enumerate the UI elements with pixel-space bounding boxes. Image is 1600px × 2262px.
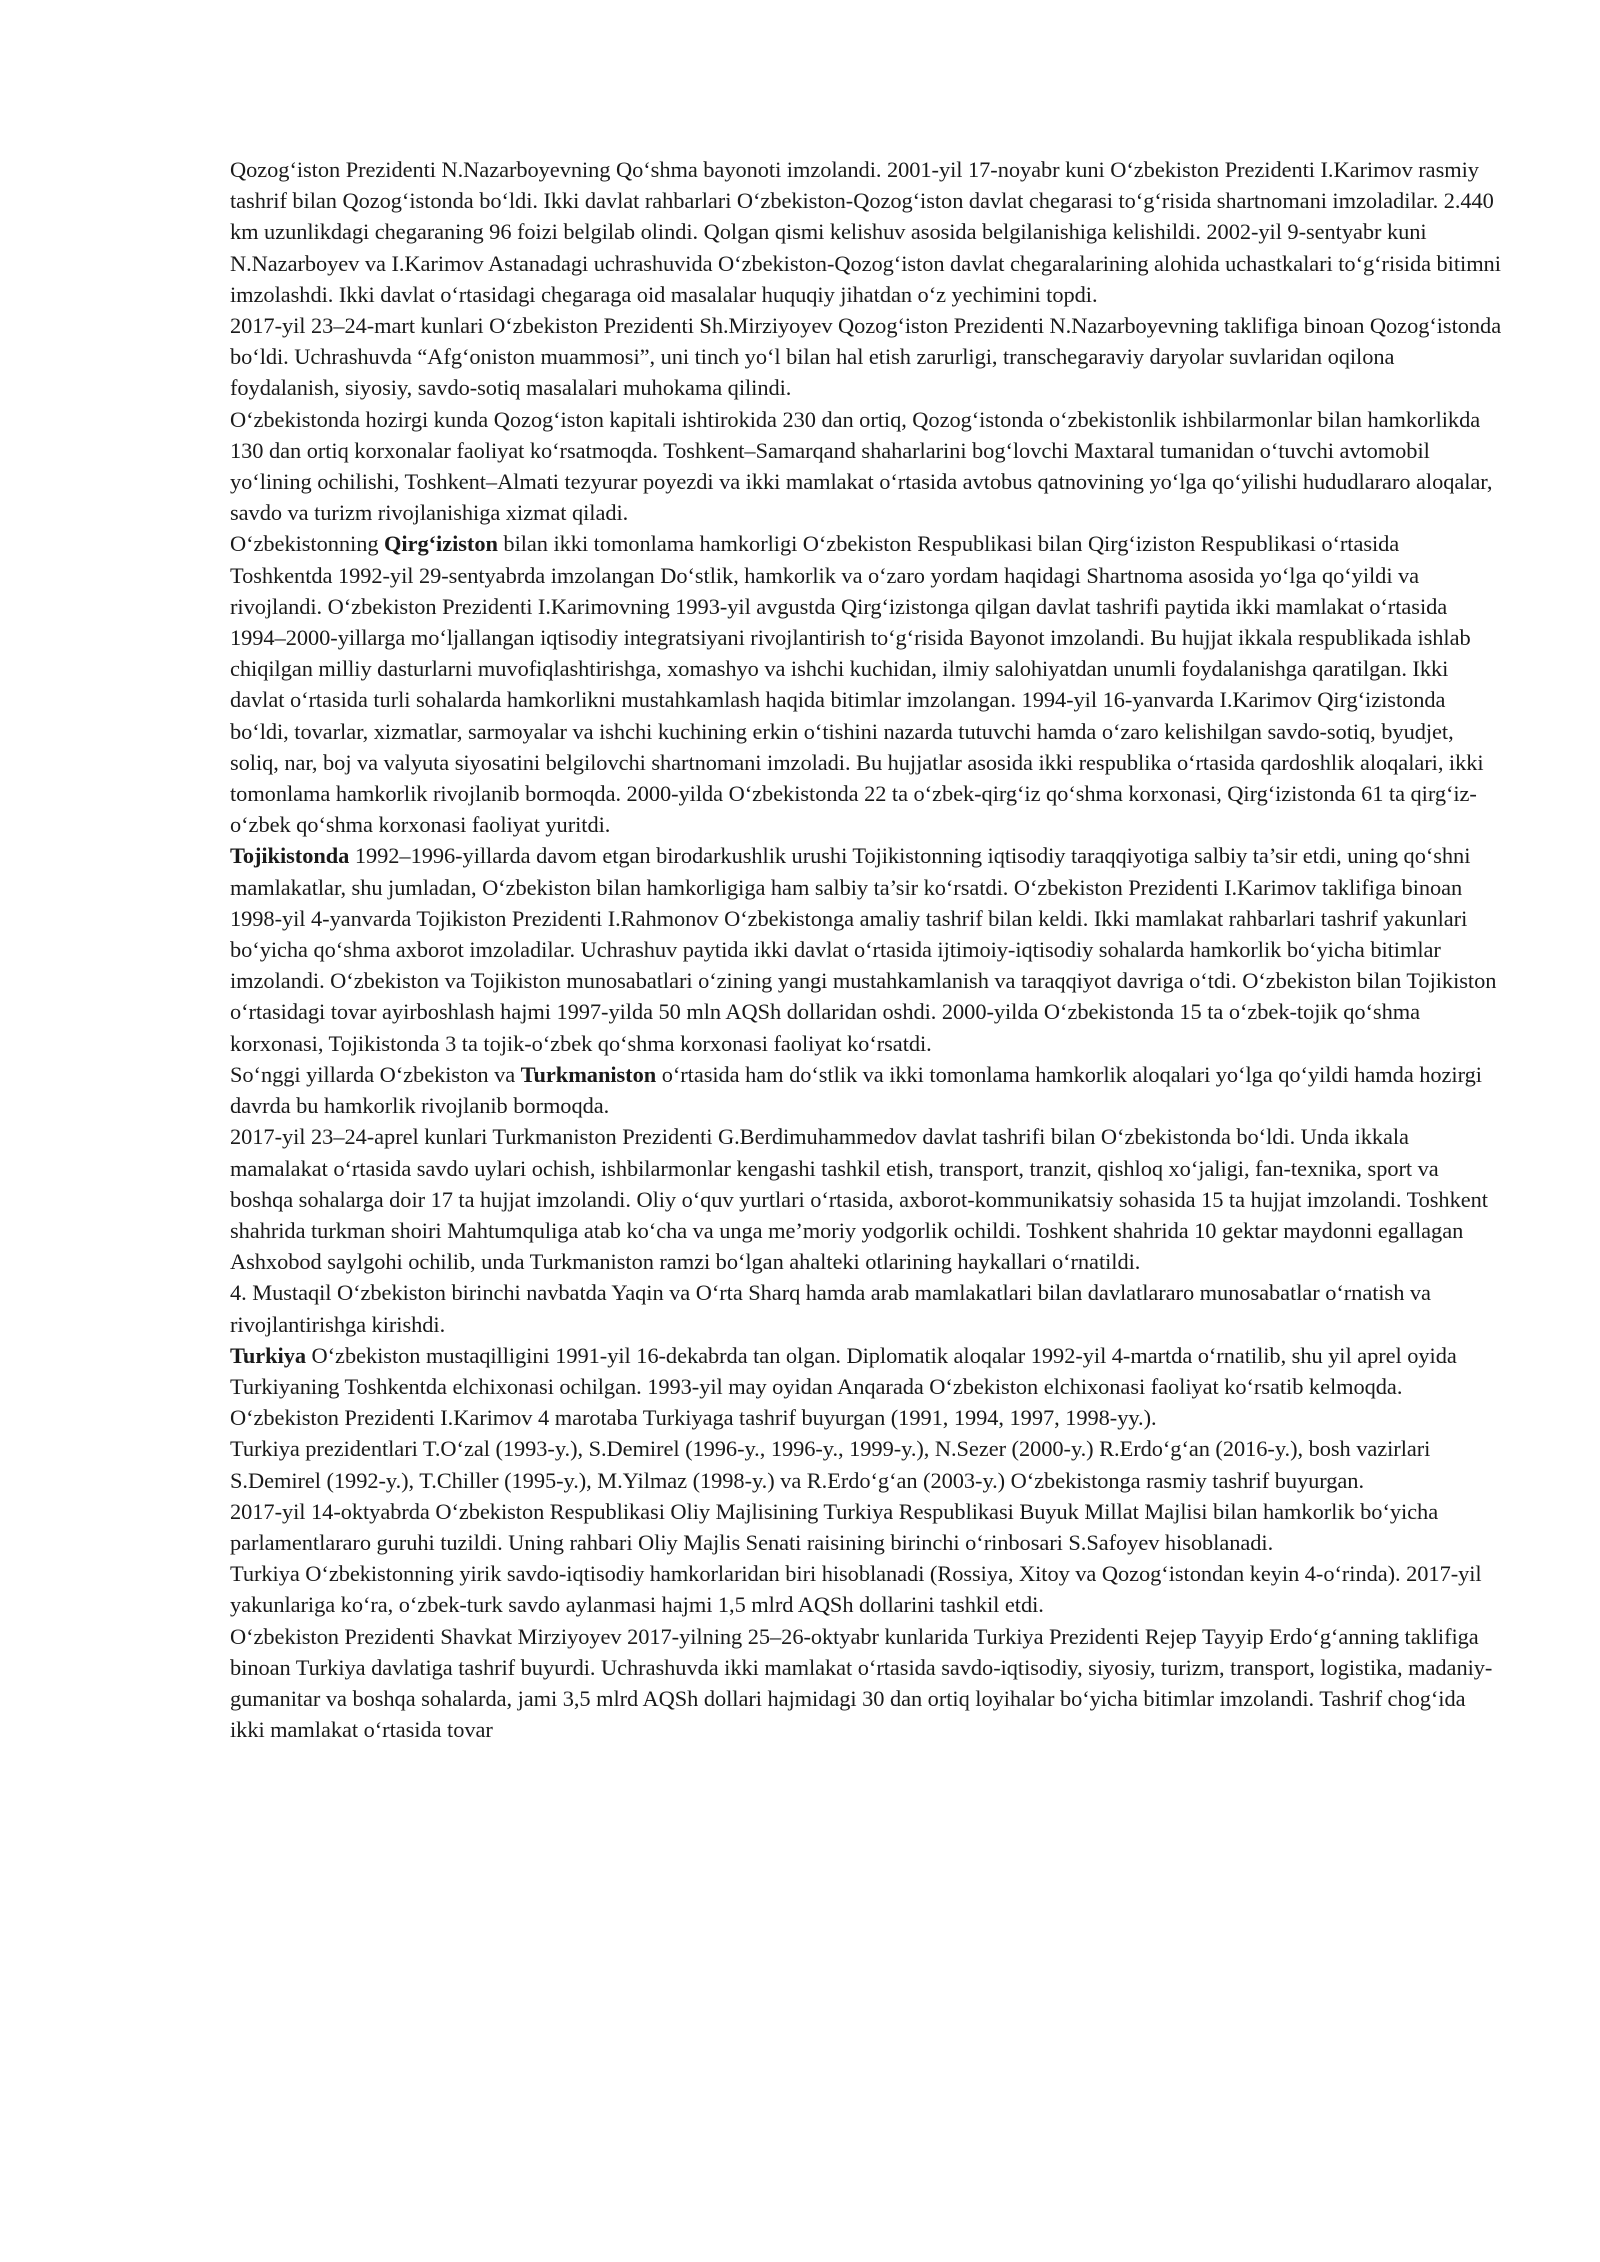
paragraph [230,1059,1505,1121]
text-segment: 2017-yil 23–24-mart kunlari O‘zbekiston Prezidenti Sh.Mirziyoyev Qozog‘iston Prezidenti N.Nazarboyevning taklifiga binoan Qozog‘istonda bo‘ldi. Uchrashuvda “Afg‘oniston muammosi”, uni tinch yo‘l bilan hal etish zarurligi, transchegaraviy daryolar suvlaridan oqilona foydalanish, siyosiy, savdo-sotiq masalalari muhokama qilindi. [230,313,1502,401]
bold-country-name: Tojikistonda [230,843,350,869]
text-segment: O‘zbekistonning [230,531,385,557]
paragraph [230,1277,1505,1339]
text-segment: o‘rtasida ham do‘stlik va ikki tomonlama hamkorlik aloqalari yo‘lga qo‘yildi hamda hozirgi davrda bu hamkorlik rivojlanib bormoqda. [230,1061,1482,1119]
text-segment: 4. Mustaqil O‘zbekiston birinchi navbatda Yaqin va O‘rta Sharq hamda arab mamlakatlari bilan davlatlararo munosabatlar o‘rnatish va rivojlantirishga kirishdi. [230,1280,1431,1337]
paragraph [230,528,1505,840]
text-segment: 1992–1996-yillarda davom etgan birodarkushlik urushi Tojikistonning iqtisodiy taraqqiyotiga salbiy ta’sir etdi, uning qo‘shni mamlakatlar, shu jumladan, O‘zbekiston bilan hamkorligiga ham salbiy ta’sir ko‘rsatdi. O‘zbekiston Prezidenti I.Karimov taklifiga binoan 1998-yil 4-yanvarda Tojikiston Prezidenti I.Rahmonov O‘zbekistonga amaliy tashrif bilan keldi. Ikki mamlakat rahbarlari tashrif yakunlari bo‘yicha qo‘shma axborot imzoladilar. Uchrashuv paytida ikki davlat o‘rtasida ijtimoiy-iqtisodiy sohalarda hamkorlik bo‘yicha bitimlar imzolandi. O‘zbekiston va Tojikiston munosabatlari o‘zining yangi mustahkamlanish va taraqqiyot davriga o‘tdi. O‘zbekiston bilan Tojikiston o‘rtasidagi tovar ayirboshlash hajmi 1997-yilda 50 mln AQSh dollaridan oshdi. 2000-yilda O‘zbekistonda 15 ta o‘zbek-tojik qo‘shma korxonasi, Tojikistonda 3 ta tojik-o‘zbek qo‘shma korxonasi faoliyat ko‘rsatdi. [230,843,1497,1056]
bold-country-name: Turkmaniston [520,1061,657,1087]
text-segment: O‘zbekiston mustaqilligini 1991-yil 16-dekabrda tan olgan. Diplomatik aloqalar 1992-yil 4-martda o‘rnatilib, shu yil aprel oyida Turkiyaning Toshkentda elchixonasi ochilgan. 1993-yil may oyidan Anqarada O‘zbekiston elchixonasi faoliyat ko‘rsatib kelmoqda. O‘zbekiston Prezidenti I.Karimov 4 marotaba Turkiyaga tashrif buyurgan (1991, 1994, 1997, 1998-yy.). [230,1342,1457,1431]
text-segment: Qozog‘iston Prezidenti N.Nazarboyevning Qo‘shma bayonoti imzolandi. 2001-yil 17-noyabr kuni O‘zbekiston Prezidenti I.Karimov rasmiy tashrif bilan Qozog‘istonda bo‘ldi. Ikki davlat rahbarlari O‘zbekiston-Qozog‘iston davlat chegarasi to‘g‘risida shartnomani imzoladilar. 2.440 km uzunlikdagi chegaraning 96 foizi belgilab olindi. Qolgan qismi kelishuv asosida belgilanishiga kelishildi. 2002-yil 9-sentyabr kuni N.Nazarboyev va I.Karimov Astanadagi uchrashuvida O‘zbekiston-Qozog‘iston davlat chegaralarining alohida uchastkalari to‘g‘risida bitimni imzolashdi. Ikki davlat o‘rtasidagi chegaraga oid masalalar huquqiy jihatdan o‘z yechimini topdi. [230,157,1501,307]
paragraph [230,1496,1505,1558]
text-segment: O‘zbekistonda hozirgi kunda Qozog‘iston kapitali ishtirokida 230 dan ortiq, Qozog‘istonda o‘zbekistonlik ishbilarmonlar bilan hamkorlikda 130 dan ortiq korxonalar faoliyat ko‘rsatmoqda. Toshkent–Samarqand shaharlarini bog‘lovchi Maxtaral tumanidan o‘tuvchi avtomobil yo‘lining ochilishi, Toshkent–Almati tezyurar poyezdi va ikki mamlakat o‘rtasida avtobus qatnovining yo‘lga qo‘yilishi hududlararo aloqalar, savdo va turizm rivojlanishiga xizmat qiladi. [230,406,1493,526]
paragraph [230,1621,1505,1746]
text-segment: Turkiya prezidentlari T.O‘zal (1993-y.), S.Demirel (1996-y., 1996-y., 1999-y.), N.Sezer (2000-y.) R.Erdo‘g‘an (2016-y.), bosh vazirlari S.Demirel (1992-y.), T.Chiller (1995-y.), M.Yilmaz (1998-y.) va R.Erdo‘g‘an (2003-y.) O‘zbekistonga rasmiy tashrif buyurgan. [230,1436,1431,1493]
paragraph [230,840,1505,1058]
text-segment: 2017-yil 23–24-aprel kunlari Turkmaniston Prezidenti G.Berdimuhammedov davlat tashrifi bilan O‘zbekistonda bo‘ldi. Unda ikkala mamalakat o‘rtasida savdo uylari ochish, ishbilarmonlar kengashi tashkil etish, transport, tranzit, qishloq xo‘jaligi, fan-texnika, sport va boshqa sohalarga doir 17 ta hujjat imzolandi. Oliy o‘quv yurtlari o‘rtasida, axborot-kommunikatsiy sohasida 15 ta hujjat imzolandi. Toshkent shahrida turkman shoiri Mahtumquliga atab ko‘cha va unga me’moriy yodgorlik ochildi. Toshkent shahrida 10 gektar maydonni egallagan Ashxobod saylgohi ochilib, unda Turkmaniston ramzi bo‘lgan ahalteki otlarining haykallari o‘rnatildi. [230,1124,1488,1275]
document-page [230,154,1505,1745]
paragraph [230,1121,1505,1277]
paragraph [230,1340,1505,1434]
text-segment: So‘nggi yillarda O‘zbekiston va [230,1061,521,1087]
bold-country-name: Qirg‘iziston [384,531,498,557]
text-segment: Turkiya O‘zbekistonning yirik savdo-iqtisodiy hamkorlaridan biri hisoblanadi (Rossiya, Xitoy va Qozog‘istondan keyin 4-o‘rinda). 2017-yil yakunlariga ko‘ra, o‘zbek-turk savdo aylanmasi hajmi 1,5 mlrd AQSh dollarini tashkil etdi. [230,1561,1482,1618]
paragraph [230,1558,1505,1620]
text-segment: 2017-yil 14-oktyabrda O‘zbekiston Respublikasi Oliy Majlisining Turkiya Respublikasi Buyuk Millat Majlisi bilan hamkorlik bo‘yicha parlamentlararo guruhi tuzildi. Uning rahbari Oliy Majlis Senati raisining birinchi o‘rinbosari S.Safoyev hisoblanadi. [230,1498,1439,1555]
paragraph [230,404,1505,529]
text-segment: O‘zbekiston Prezidenti Shavkat Mirziyoyev 2017-yilning 25–26-oktyabr kunlarida Turkiya Prezidenti Rejep Tayyip Erdo‘g‘anning taklifiga binoan Turkiya davlatiga tashrif buyurdi. Uchrashuvda ikki mamlakat o‘rtasida savdo-iqtisodiy, siyosiy, turizm, transport, logistika, madaniy-gumanitar va boshqa sohalarda, jami 3,5 mlrd AQSh dollari hajmidagi 30 dan ortiq loyihalar bo‘yicha bitimlar imzolandi. Tashrif chog‘ida ikki mamlakat o‘rtasida tovar [230,1623,1493,1743]
paragraph [230,1433,1505,1495]
paragraph [230,310,1505,404]
bold-country-name: Turkiya [230,1342,306,1368]
text-segment: bilan ikki tomonlama hamkorligi O‘zbekiston Respublikasi bilan Qirg‘iziston Respublikasi o‘rtasida Toshkentda 1992-yil 29-sentyabrda imzolangan Do‘stlik, hamkorlik va o‘zaro yordam haqidagi Shartnoma asosida yo‘lga qo‘yildi va rivojlandi. O‘zbekiston Prezidenti I.Karimovning 1993-yil avgustda Qirg‘izistonga qilgan davlat tashrifi paytida ikki mamlakat o‘rtasida 1994–2000-yillarga mo‘ljallangan iqtisodiy integratsiyani rivojlantirish to‘g‘risida Bayonot imzolandi. Bu hujjat ikkala respublikada ishlab chiqilgan milliy dasturlarni muvofiqlashtirishga, xomashyo va ishchi kuchidan, ilmiy salohiyatdan unumli foydalanishga qaratilgan. Ikki davlat o‘rtasida turli sohalarda hamkorlikni mustahkamlash haqida bitimlar imzolangan. 1994-yil 16-yanvarda I.Karimov Qirg‘izistonda bo‘ldi, tovarlar, xizmatlar, sarmoyalar va ishchi kuchining erkin o‘tishini nazarda tutuvchi hamda o‘zaro kelishilgan savdo-sotiq, byudjet, soliq, nar, boj va valyuta siyosatini belgilovchi shartnomani imzoladi. Bu hujjatlar asosida ikki respublika o‘rtasida qardoshlik aloqalari, ikki tomonlama hamkorlik rivojlanib bormoqda. 2000-yilda O‘zbekistonda 22 ta o‘zbek-qirg‘iz qo‘shma korxonasi, Qirg‘izistonda 61 ta qirg‘iz-o‘zbek qo‘shma korxonasi faoliyat yuritdi. [230,531,1484,838]
paragraph [230,154,1505,310]
